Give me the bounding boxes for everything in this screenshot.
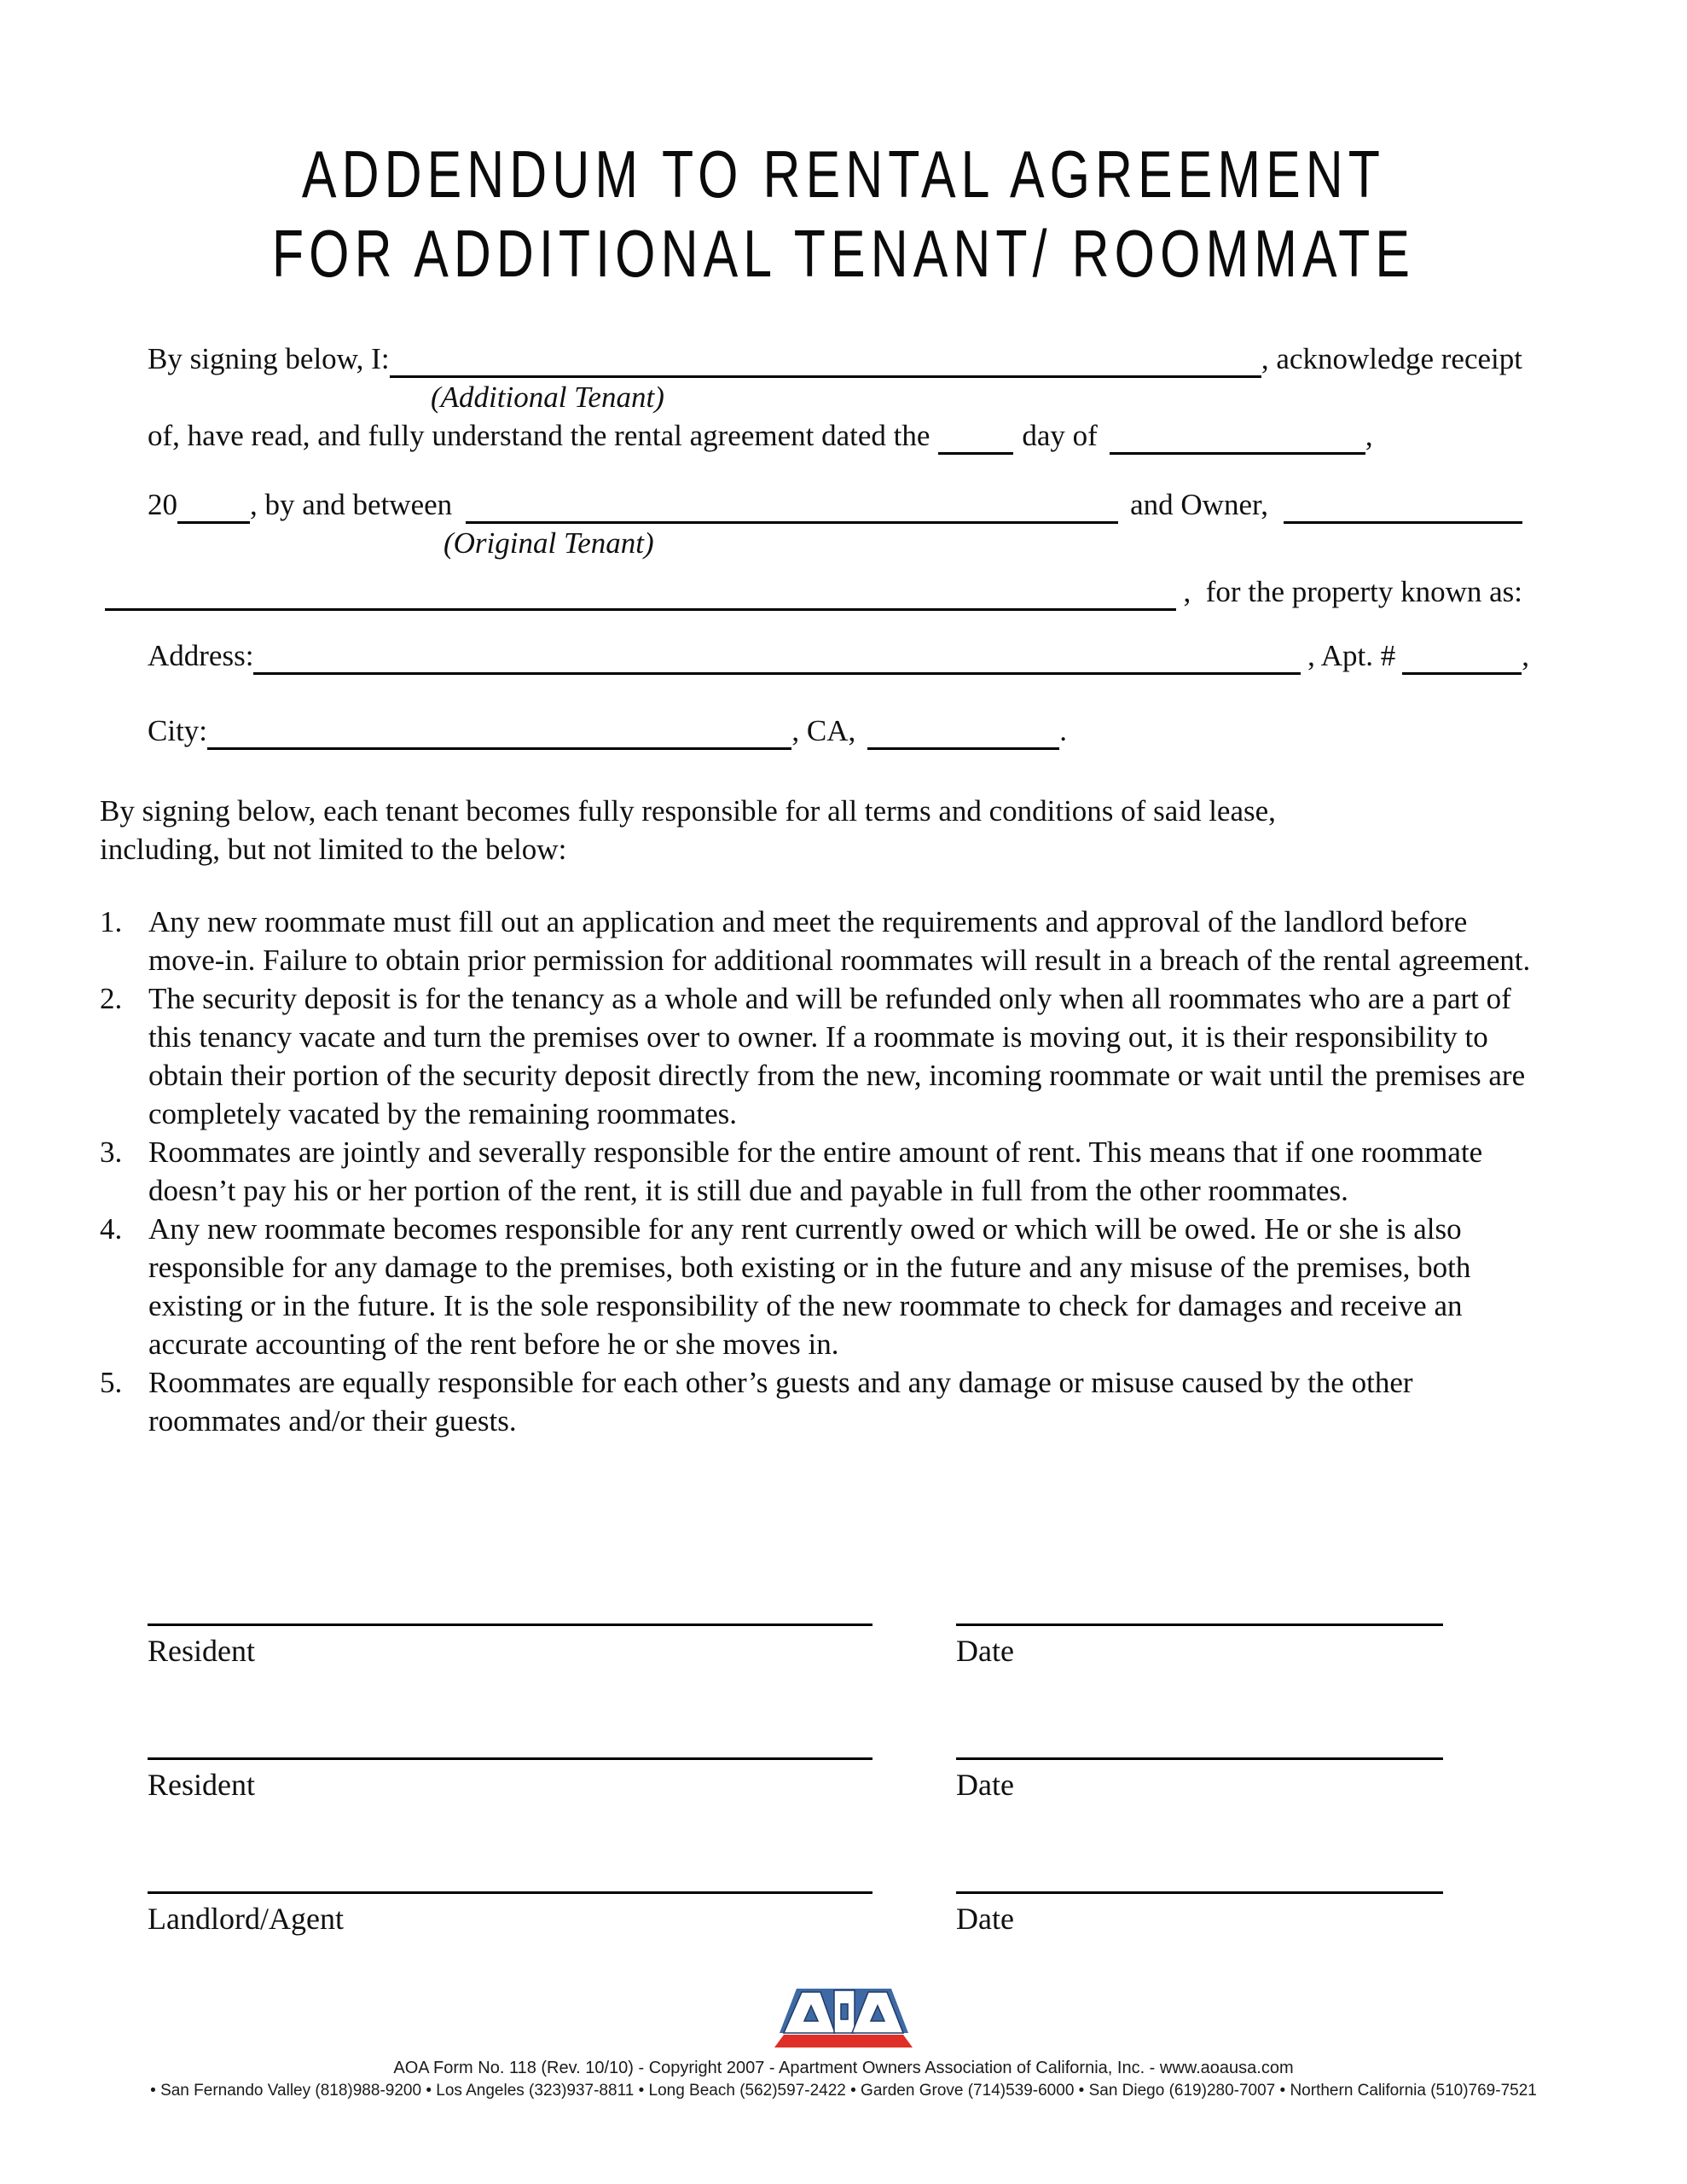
day-blank[interactable] (938, 416, 1013, 455)
agreement-date-pre-text: of, have read, and fully understand the rental agreement dated the (148, 419, 930, 452)
city-blank[interactable] (207, 712, 791, 750)
term-3-text: Roommates are jointly and severally responsible for the entire amount of rent. This means that if one roommate doesn’t pay his or her portion of the rent, it is still due and payable in full from the other roommates. (148, 1136, 1483, 1207)
resident-1-date-line[interactable] (956, 1623, 1443, 1669)
year-prefix-text: 20 (148, 488, 177, 521)
term-5-text: Roommates are equally responsible for each other’s guests and any damage or misuse caused by the other roommates and/or their guests. (148, 1366, 1413, 1438)
resident-2-label: Resident (148, 1768, 255, 1802)
parties-line (148, 485, 1522, 524)
address-blank[interactable] (253, 636, 1301, 675)
term-4-number: 4. (100, 1212, 123, 1246)
lead-paragraph (100, 792, 1533, 868)
owner-name-blank[interactable] (1284, 485, 1522, 524)
signature-row-2 (148, 1757, 1443, 1803)
footer-offices-phones: • San Fernando Valley (818)988-9200 • Los Angeles (323)937-8811 • Long Beach (562)597-2422 • Garden Grove (714)539-6000 • San Diego (619)280-7007 • Northern California (510)769-7521 (150, 2082, 1537, 2100)
city-line-period: . (1059, 714, 1067, 747)
logo-red-bar (774, 2035, 913, 2048)
zip-blank[interactable] (867, 712, 1059, 750)
resident-1-label: Resident (148, 1634, 255, 1668)
footer (0, 1984, 1687, 2101)
footer-form-info: AOA Form No. 118 (Rev. 10/10) - Copyright 2007 - Apartment Owners Association of California, Inc. - www.aoausa.com (393, 2059, 1294, 2077)
address-line-comma: , (1522, 639, 1529, 672)
original-tenant-blank[interactable] (466, 485, 1118, 524)
address-label: Address: (148, 639, 254, 672)
term-2-number: 2. (100, 982, 123, 1015)
resident-2-signature-line[interactable] (148, 1757, 872, 1803)
signature-row-3 (148, 1891, 1443, 1937)
term-4-text: Any new roommate becomes responsible for any rent currently owed or which will be owed. He or she is also responsible for any damage to the premises, both existing or in the future and any misuse of the premises, both existing or in the future. It is the sole responsibility of the new roommate to check for damages and receive an accurate accounting of the rent before he or she moves in. (148, 1212, 1471, 1361)
acknowledgement-pre-text: By signing below, I: (148, 342, 390, 375)
terms-list (100, 903, 1533, 1440)
term-item-2 (100, 979, 1533, 1133)
terms-list-section (100, 903, 1533, 1440)
resident-2-date-label: Date (956, 1768, 1014, 1802)
term-item-5 (100, 1363, 1533, 1440)
landlord-agent-date-line[interactable] (956, 1891, 1443, 1937)
lead-paragraph-line-2: including, but not limited to the below: (100, 833, 567, 866)
address-line (148, 636, 1529, 675)
agreement-date-line (148, 416, 1522, 455)
city-label: City: (148, 714, 208, 747)
acknowledgement-line (148, 340, 1522, 378)
intro-section (148, 340, 1529, 750)
property-line (105, 572, 1522, 611)
apt-number-blank[interactable] (1402, 636, 1522, 675)
form-title-line-2: FOR ADDITIONAL TENANT/ ROOMMATE (271, 216, 1416, 291)
signature-row-1 (148, 1623, 1443, 1669)
signature-section (148, 1623, 1443, 2025)
day-of-text: day of (1022, 419, 1098, 452)
and-owner-text: and Owner, (1130, 488, 1268, 521)
landlord-agent-date-label: Date (956, 1902, 1014, 1936)
term-1-text: Any new roommate must fill out an application and meet the requirements and approval of the landlord before move-in. Failure to obtain prior permission for additional roommates will result in a breach of the rental agreement. (148, 905, 1531, 977)
owner-continued-blank[interactable] (105, 572, 1176, 611)
state-ca-text: , CA, (791, 714, 856, 747)
additional-tenant-caption: (Additional Tenant) (431, 380, 664, 414)
year-blank[interactable] (177, 485, 250, 524)
by-and-between-text: , by and between (250, 488, 453, 521)
lead-paragraph-line-1: By signing below, each tenant becomes fully responsible for all terms and conditions of said lease, (100, 794, 1276, 828)
term-item-4 (100, 1210, 1533, 1363)
term-item-3 (100, 1133, 1533, 1210)
landlord-agent-signature-line[interactable] (148, 1891, 872, 1937)
acknowledgement-post-text: , acknowledge receipt (1261, 342, 1522, 375)
resident-1-signature-line[interactable] (148, 1623, 872, 1669)
property-known-as-text: , for the property known as: (1183, 575, 1522, 608)
landlord-agent-label: Landlord/Agent (148, 1902, 344, 1936)
aoa-logo (774, 1984, 914, 2055)
term-1-number: 1. (100, 905, 123, 938)
city-line (148, 712, 1067, 750)
month-blank[interactable] (1110, 416, 1365, 455)
term-5-number: 5. (100, 1366, 123, 1399)
resident-1-date-label: Date (956, 1634, 1014, 1668)
apt-number-label: , Apt. # (1307, 639, 1396, 672)
original-tenant-caption: (Original Tenant) (443, 526, 654, 560)
agreement-date-comma: , (1365, 419, 1373, 452)
resident-2-date-line[interactable] (956, 1757, 1443, 1803)
form-title (0, 135, 1687, 293)
additional-tenant-name-blank[interactable] (390, 340, 1261, 378)
term-3-number: 3. (100, 1136, 123, 1169)
term-item-1 (100, 903, 1533, 979)
form-title-line-1: ADDENDUM TO RENTAL AGREEMENT (301, 136, 1386, 212)
term-2-text: The security deposit is for the tenancy as a whole and will be refunded only when all roommates who are a part of this tenancy vacate and turn the premises over to owner. If a roommate is moving out, it is their responsibility to obtain their portion of the security deposit directly from the new, incoming roommate or wait until the premises are completely vacated by the remaining roommates. (148, 982, 1526, 1130)
